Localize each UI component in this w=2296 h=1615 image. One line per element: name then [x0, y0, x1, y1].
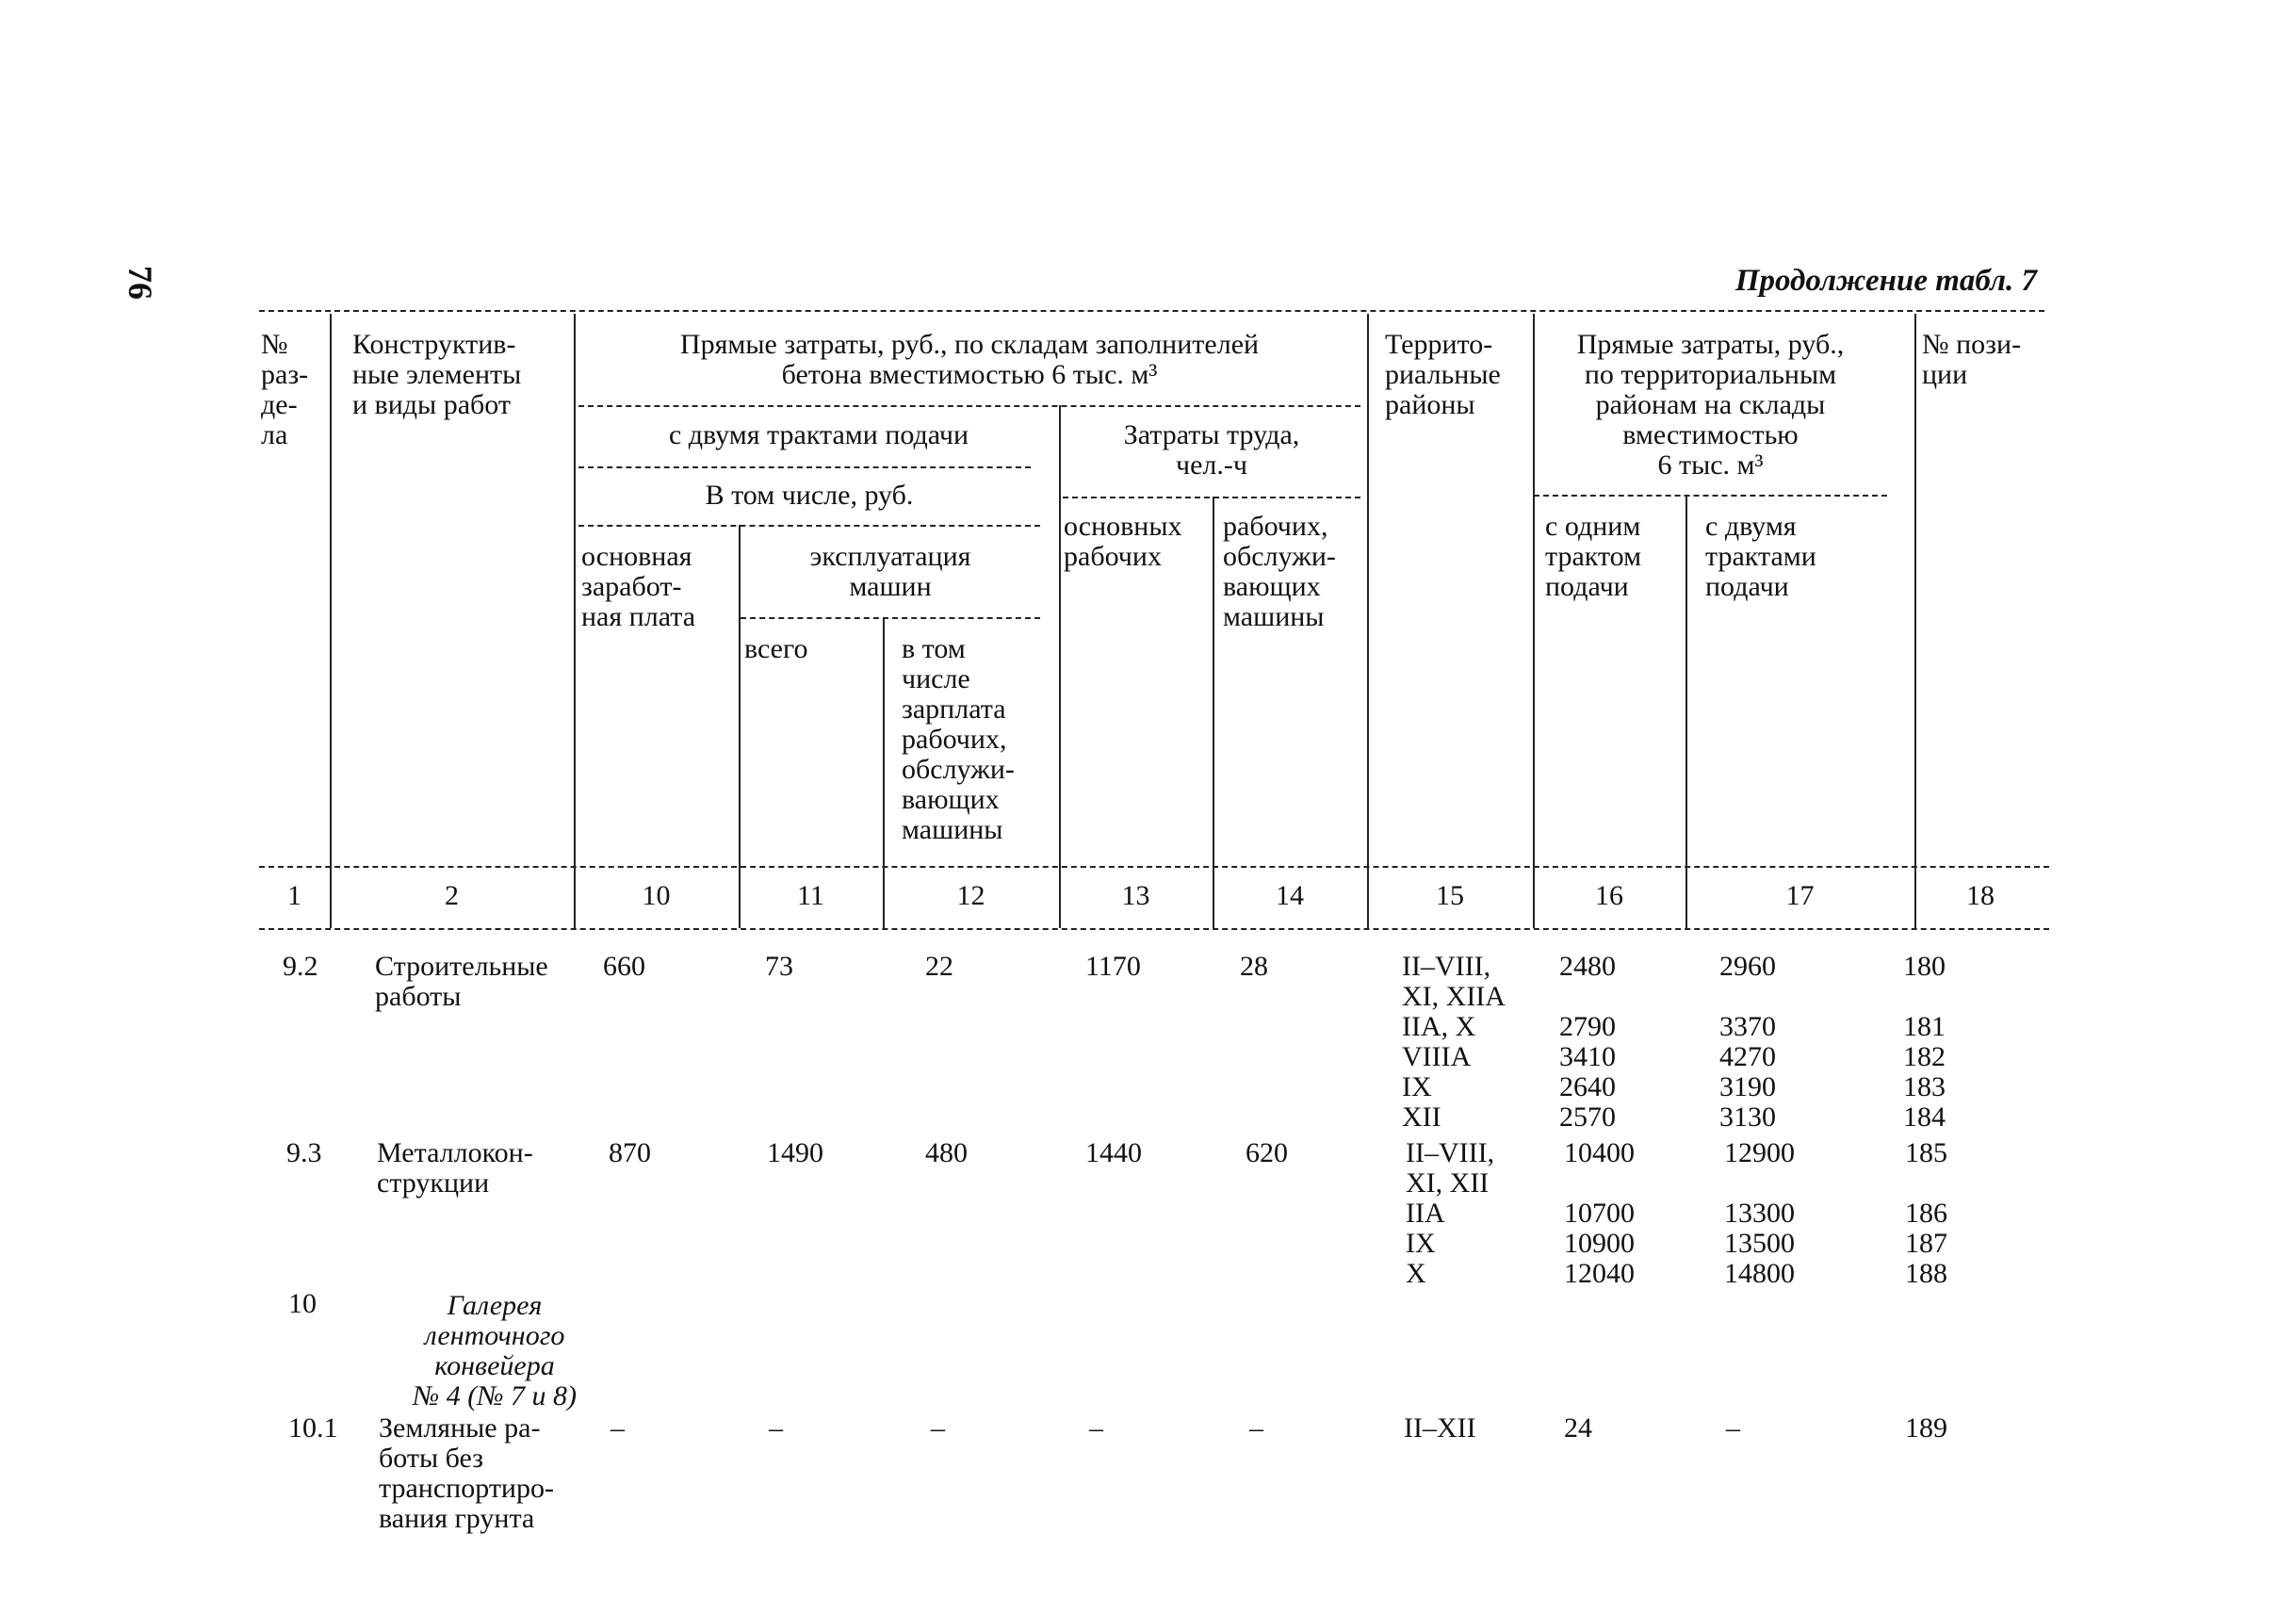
row-9-3-c10: 870 — [609, 1137, 651, 1168]
header-two-tracts: с двумя трактами подачи — [668, 419, 969, 450]
header-base-salary: основная заработ- ная плата — [581, 541, 696, 632]
rule-top — [259, 310, 2044, 312]
row-10-1-c17: – — [1726, 1412, 1740, 1444]
row-9-2-regions: II–VIII, XI, XIIA IIA, X VIIIA IX XII — [1402, 951, 1506, 1133]
row-9-2-name: Строительные работы — [375, 951, 548, 1012]
rule-colnums-top — [259, 866, 2049, 868]
row-9-3-c16: 10400 10700 10900 12040 — [1564, 1137, 1635, 1289]
row-9-3-c11: 1490 — [767, 1137, 823, 1168]
header-total: всего — [744, 633, 808, 664]
row-10-1-c10: – — [611, 1412, 625, 1444]
colnum-18: 18 — [1966, 880, 1995, 911]
header-machine-operation: эксплуатация машин — [809, 541, 971, 602]
row-9-2-section: 9.2 — [283, 951, 318, 982]
header-one-tract: с одним трактом подачи — [1545, 511, 1642, 602]
colnum-17: 17 — [1785, 880, 1815, 911]
row-10-1-c18: 189 — [1905, 1412, 1947, 1444]
rule-h1 — [578, 405, 1360, 407]
colnum-11: 11 — [797, 880, 824, 911]
page-number: 76 — [122, 266, 159, 300]
row-9-2-c16: 2480 2790 3410 2640 2570 — [1559, 951, 1616, 1133]
row-9-2-c11: 73 — [765, 951, 793, 982]
colnum-10: 10 — [642, 880, 671, 911]
header-position-no: № пози- ции — [1922, 329, 2022, 390]
rule-h6 — [741, 617, 1040, 619]
row-9-2-c17: 2960 3370 4270 3190 3130 — [1719, 951, 1776, 1133]
table-caption: Продолжение табл. 7 — [1734, 264, 2037, 298]
row-10-1-c16: 24 — [1564, 1412, 1592, 1444]
colnum-1: 1 — [287, 880, 301, 911]
vrule-9 — [1685, 495, 1687, 928]
header-direct-costs-regions: Прямые затраты, руб., по территориальным районам на склады вместимостью 6 тыс. м³ — [1576, 329, 1845, 481]
vrule-10 — [1914, 314, 1916, 928]
header-elements: Конструктив- ные элементы и виды работ — [352, 329, 522, 420]
rule-h3 — [1063, 497, 1360, 498]
row-10-1-c13: – — [1089, 1412, 1103, 1444]
header-including-rub: В том числе, руб. — [705, 480, 914, 511]
rule-h2 — [578, 466, 1031, 468]
row-10-1-section: 10.1 — [288, 1412, 338, 1444]
row-10-1-regions: II–XII — [1404, 1412, 1476, 1444]
row-9-2-c14: 28 — [1240, 951, 1268, 982]
header-service-workers: рабочих, обслужи- вающих машины — [1223, 511, 1336, 632]
header-labor-costs: Затраты труда, чел.-ч — [1123, 419, 1300, 481]
colnum-16: 16 — [1595, 880, 1623, 911]
vrule-7 — [1367, 314, 1369, 928]
header-section-no: № раз- де- ла — [261, 329, 309, 450]
rule-colnums-bottom — [259, 928, 2049, 930]
header-main-workers: основных рабочих — [1064, 511, 1182, 572]
colnum-13: 13 — [1121, 880, 1150, 911]
row-10-name: Галерея ленточного конвейера № 4 (№ 7 и 8) — [412, 1290, 578, 1411]
row-9-3-section: 9.3 — [286, 1137, 322, 1168]
row-10-1-c12: – — [931, 1412, 945, 1444]
rule-h4 — [1534, 495, 1887, 497]
row-10-section: 10 — [288, 1288, 317, 1319]
row-9-3-regions: II–VIII, XI, XII IIA IX X — [1406, 1137, 1495, 1289]
vrule-1 — [330, 314, 332, 928]
row-9-2-c10: 660 — [603, 951, 645, 982]
vrule-2 — [574, 314, 576, 928]
colnum-12: 12 — [956, 880, 985, 911]
row-10-1-c11: – — [769, 1412, 783, 1444]
vrule-5 — [1059, 405, 1061, 928]
header-regions: Террито- риальные районы — [1385, 329, 1501, 420]
row-9-3-c14: 620 — [1246, 1137, 1288, 1168]
row-10-1-c14: – — [1249, 1412, 1263, 1444]
colnum-14: 14 — [1276, 880, 1304, 911]
row-9-2-c13: 1170 — [1085, 951, 1141, 982]
colnum-2: 2 — [445, 880, 459, 911]
header-direct-costs: Прямые затраты, руб., по складам заполнителей бетона вместимостью 6 тыс. м³ — [679, 329, 1260, 390]
vrule-6 — [1213, 497, 1214, 928]
header-incl-salary: в том числе зарплата рабочих, обслужи- вающих машины — [902, 633, 1015, 845]
row-9-3-c18: 185 186 187 188 — [1905, 1137, 1947, 1289]
colnum-15: 15 — [1436, 880, 1464, 911]
header-two-tracts-short: с двумя трактами подачи — [1705, 511, 1816, 602]
row-9-2-c18: 180 181 182 183 184 — [1903, 951, 1946, 1133]
row-10-1-name: Земляные ра- боты без транспортиро- вания грунта — [379, 1412, 554, 1534]
row-9-3-c12: 480 — [925, 1137, 968, 1168]
row-9-3-name: Металлокон- струкции — [377, 1137, 533, 1199]
rule-h5 — [578, 525, 1040, 527]
row-9-3-c13: 1440 — [1085, 1137, 1142, 1168]
row-9-3-c17: 12900 13300 13500 14800 — [1724, 1137, 1795, 1289]
row-9-2-c12: 22 — [925, 951, 953, 982]
